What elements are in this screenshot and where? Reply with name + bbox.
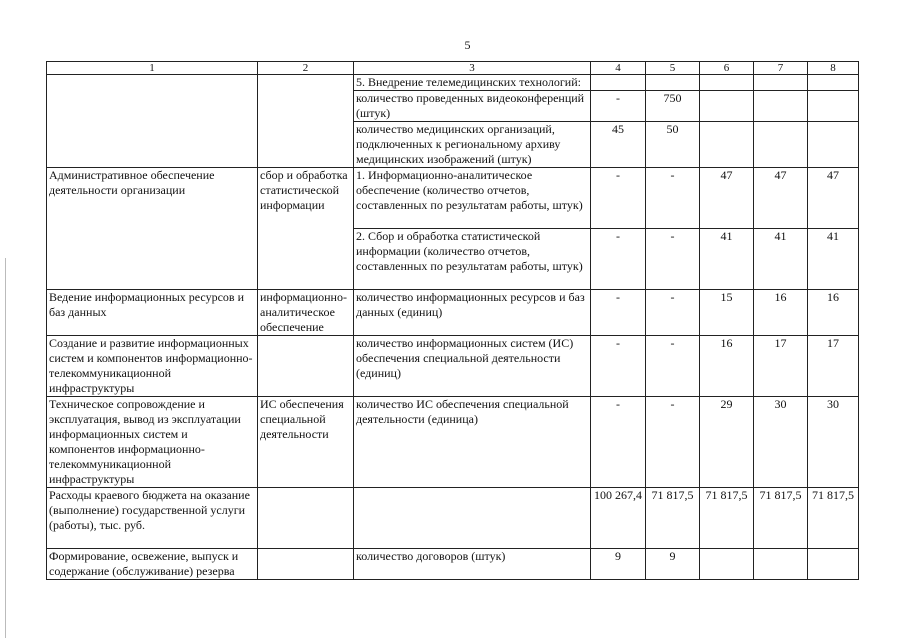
- cell-value-4: 100 267,4: [591, 488, 646, 549]
- table-row: [47, 488, 859, 549]
- cell-value-8: [808, 75, 859, 91]
- cell-value-7: [754, 549, 808, 580]
- cell-work-name: [47, 75, 258, 168]
- scan-margin-line: [5, 258, 6, 638]
- cell-value-5: -: [646, 168, 700, 229]
- table-row: [47, 168, 859, 229]
- cell-value-6: [700, 122, 754, 168]
- cell-value-7: 30: [754, 397, 808, 488]
- cell-indicator: количество ИС обеспечения специальной деятельности (единица): [354, 397, 591, 488]
- cell-value-7: 16: [754, 290, 808, 336]
- cell-value-8: 47: [808, 168, 859, 229]
- cell-value-6: 41: [700, 229, 754, 290]
- cell-value-8: [808, 122, 859, 168]
- cell-value-7: [754, 122, 808, 168]
- cell-value-8: 16: [808, 290, 859, 336]
- cell-work-name: Расходы краевого бюджета на оказание (выполнение) государственной услуги (работы), тыс. руб.: [47, 488, 258, 549]
- column-header-4: 4: [591, 62, 646, 75]
- cell-value-4: -: [591, 336, 646, 397]
- cell-value-6: [700, 91, 754, 122]
- cell-content: [258, 549, 354, 580]
- cell-work-name: Создание и развитие информационных систем и компонентов информационно-телекоммуникационной инфраструктуры: [47, 336, 258, 397]
- cell-value-6: [700, 75, 754, 91]
- cell-value-5: -: [646, 229, 700, 290]
- table-row: [47, 549, 859, 580]
- cell-value-5: -: [646, 397, 700, 488]
- column-header-7: 7: [754, 62, 808, 75]
- table-row: [47, 75, 859, 91]
- cell-value-6: 29: [700, 397, 754, 488]
- table-row: [47, 290, 859, 336]
- cell-value-4: -: [591, 91, 646, 122]
- cell-value-4: -: [591, 397, 646, 488]
- cell-content: ИС обеспечения специальной деятельности: [258, 397, 354, 488]
- cell-value-6: 47: [700, 168, 754, 229]
- cell-value-6: [700, 549, 754, 580]
- cell-indicator: 2. Сбор и обработка статистической информации (количество отчетов, составленных по результатам работы, штук): [354, 229, 591, 290]
- cell-value-5: -: [646, 290, 700, 336]
- table-header-row: [47, 62, 859, 75]
- cell-indicator: количество информационных систем (ИС) обеспечения специальной деятельности (единиц): [354, 336, 591, 397]
- cell-indicator: количество проведенных видеоконференций (штук): [354, 91, 591, 122]
- cell-value-8: 71 817,5: [808, 488, 859, 549]
- cell-value-8: 41: [808, 229, 859, 290]
- cell-value-8: 30: [808, 397, 859, 488]
- cell-value-8: [808, 549, 859, 580]
- table-row: [47, 397, 859, 488]
- cell-value-4: 45: [591, 122, 646, 168]
- cell-value-4: 9: [591, 549, 646, 580]
- cell-value-8: 17: [808, 336, 859, 397]
- page-number: 5: [464, 38, 471, 52]
- data-table: [46, 61, 859, 580]
- column-header-2: 2: [258, 62, 354, 75]
- column-header-6: 6: [700, 62, 754, 75]
- cell-value-5: 750: [646, 91, 700, 122]
- cell-value-7: 71 817,5: [754, 488, 808, 549]
- cell-value-5: -: [646, 336, 700, 397]
- cell-value-7: [754, 91, 808, 122]
- column-header-3: 3: [354, 62, 591, 75]
- cell-value-4: -: [591, 290, 646, 336]
- cell-indicator: количество договоров (штук): [354, 549, 591, 580]
- cell-value-5: 50: [646, 122, 700, 168]
- cell-value-6: 71 817,5: [700, 488, 754, 549]
- cell-indicator: [354, 488, 591, 549]
- cell-content: [258, 336, 354, 397]
- cell-value-4: -: [591, 168, 646, 229]
- cell-value-7: 17: [754, 336, 808, 397]
- column-header-1: 1: [47, 62, 258, 75]
- cell-work-name: Административное обеспечение деятельности организации: [47, 168, 258, 290]
- cell-value-5: 71 817,5: [646, 488, 700, 549]
- cell-value-7: 47: [754, 168, 808, 229]
- cell-value-8: [808, 91, 859, 122]
- cell-indicator: 1. Информационно-аналитическое обеспечение (количество отчетов, составленных по результатам работы, штук): [354, 168, 591, 229]
- column-header-8: 8: [808, 62, 859, 75]
- cell-content: [258, 488, 354, 549]
- cell-work-name: Техническое сопровождение и эксплуатация, вывод из эксплуатации информационных систем и компонентов информационно-телекоммуникационной инфраструктуры: [47, 397, 258, 488]
- cell-content: информационно-аналитическое обеспечение: [258, 290, 354, 336]
- cell-indicator: количество медицинских организаций, подключенных к региональному архиву медицинских изображений (штук): [354, 122, 591, 168]
- cell-value-6: 16: [700, 336, 754, 397]
- cell-value-7: 41: [754, 229, 808, 290]
- cell-value-4: [591, 75, 646, 91]
- cell-value-5: [646, 75, 700, 91]
- cell-content: [258, 75, 354, 168]
- cell-value-6: 15: [700, 290, 754, 336]
- cell-content: сбор и обработка статистической информации: [258, 168, 354, 290]
- table-row: [47, 336, 859, 397]
- cell-value-4: -: [591, 229, 646, 290]
- column-header-5: 5: [646, 62, 700, 75]
- cell-work-name: Ведение информационных ресурсов и баз данных: [47, 290, 258, 336]
- cell-indicator: 5. Внедрение телемедицинских технологий:: [354, 75, 591, 91]
- cell-indicator: количество информационных ресурсов и баз данных (единиц): [354, 290, 591, 336]
- cell-work-name: Формирование, освежение, выпуск и содержание (обслуживание) резерва: [47, 549, 258, 580]
- cell-value-5: 9: [646, 549, 700, 580]
- cell-value-7: [754, 75, 808, 91]
